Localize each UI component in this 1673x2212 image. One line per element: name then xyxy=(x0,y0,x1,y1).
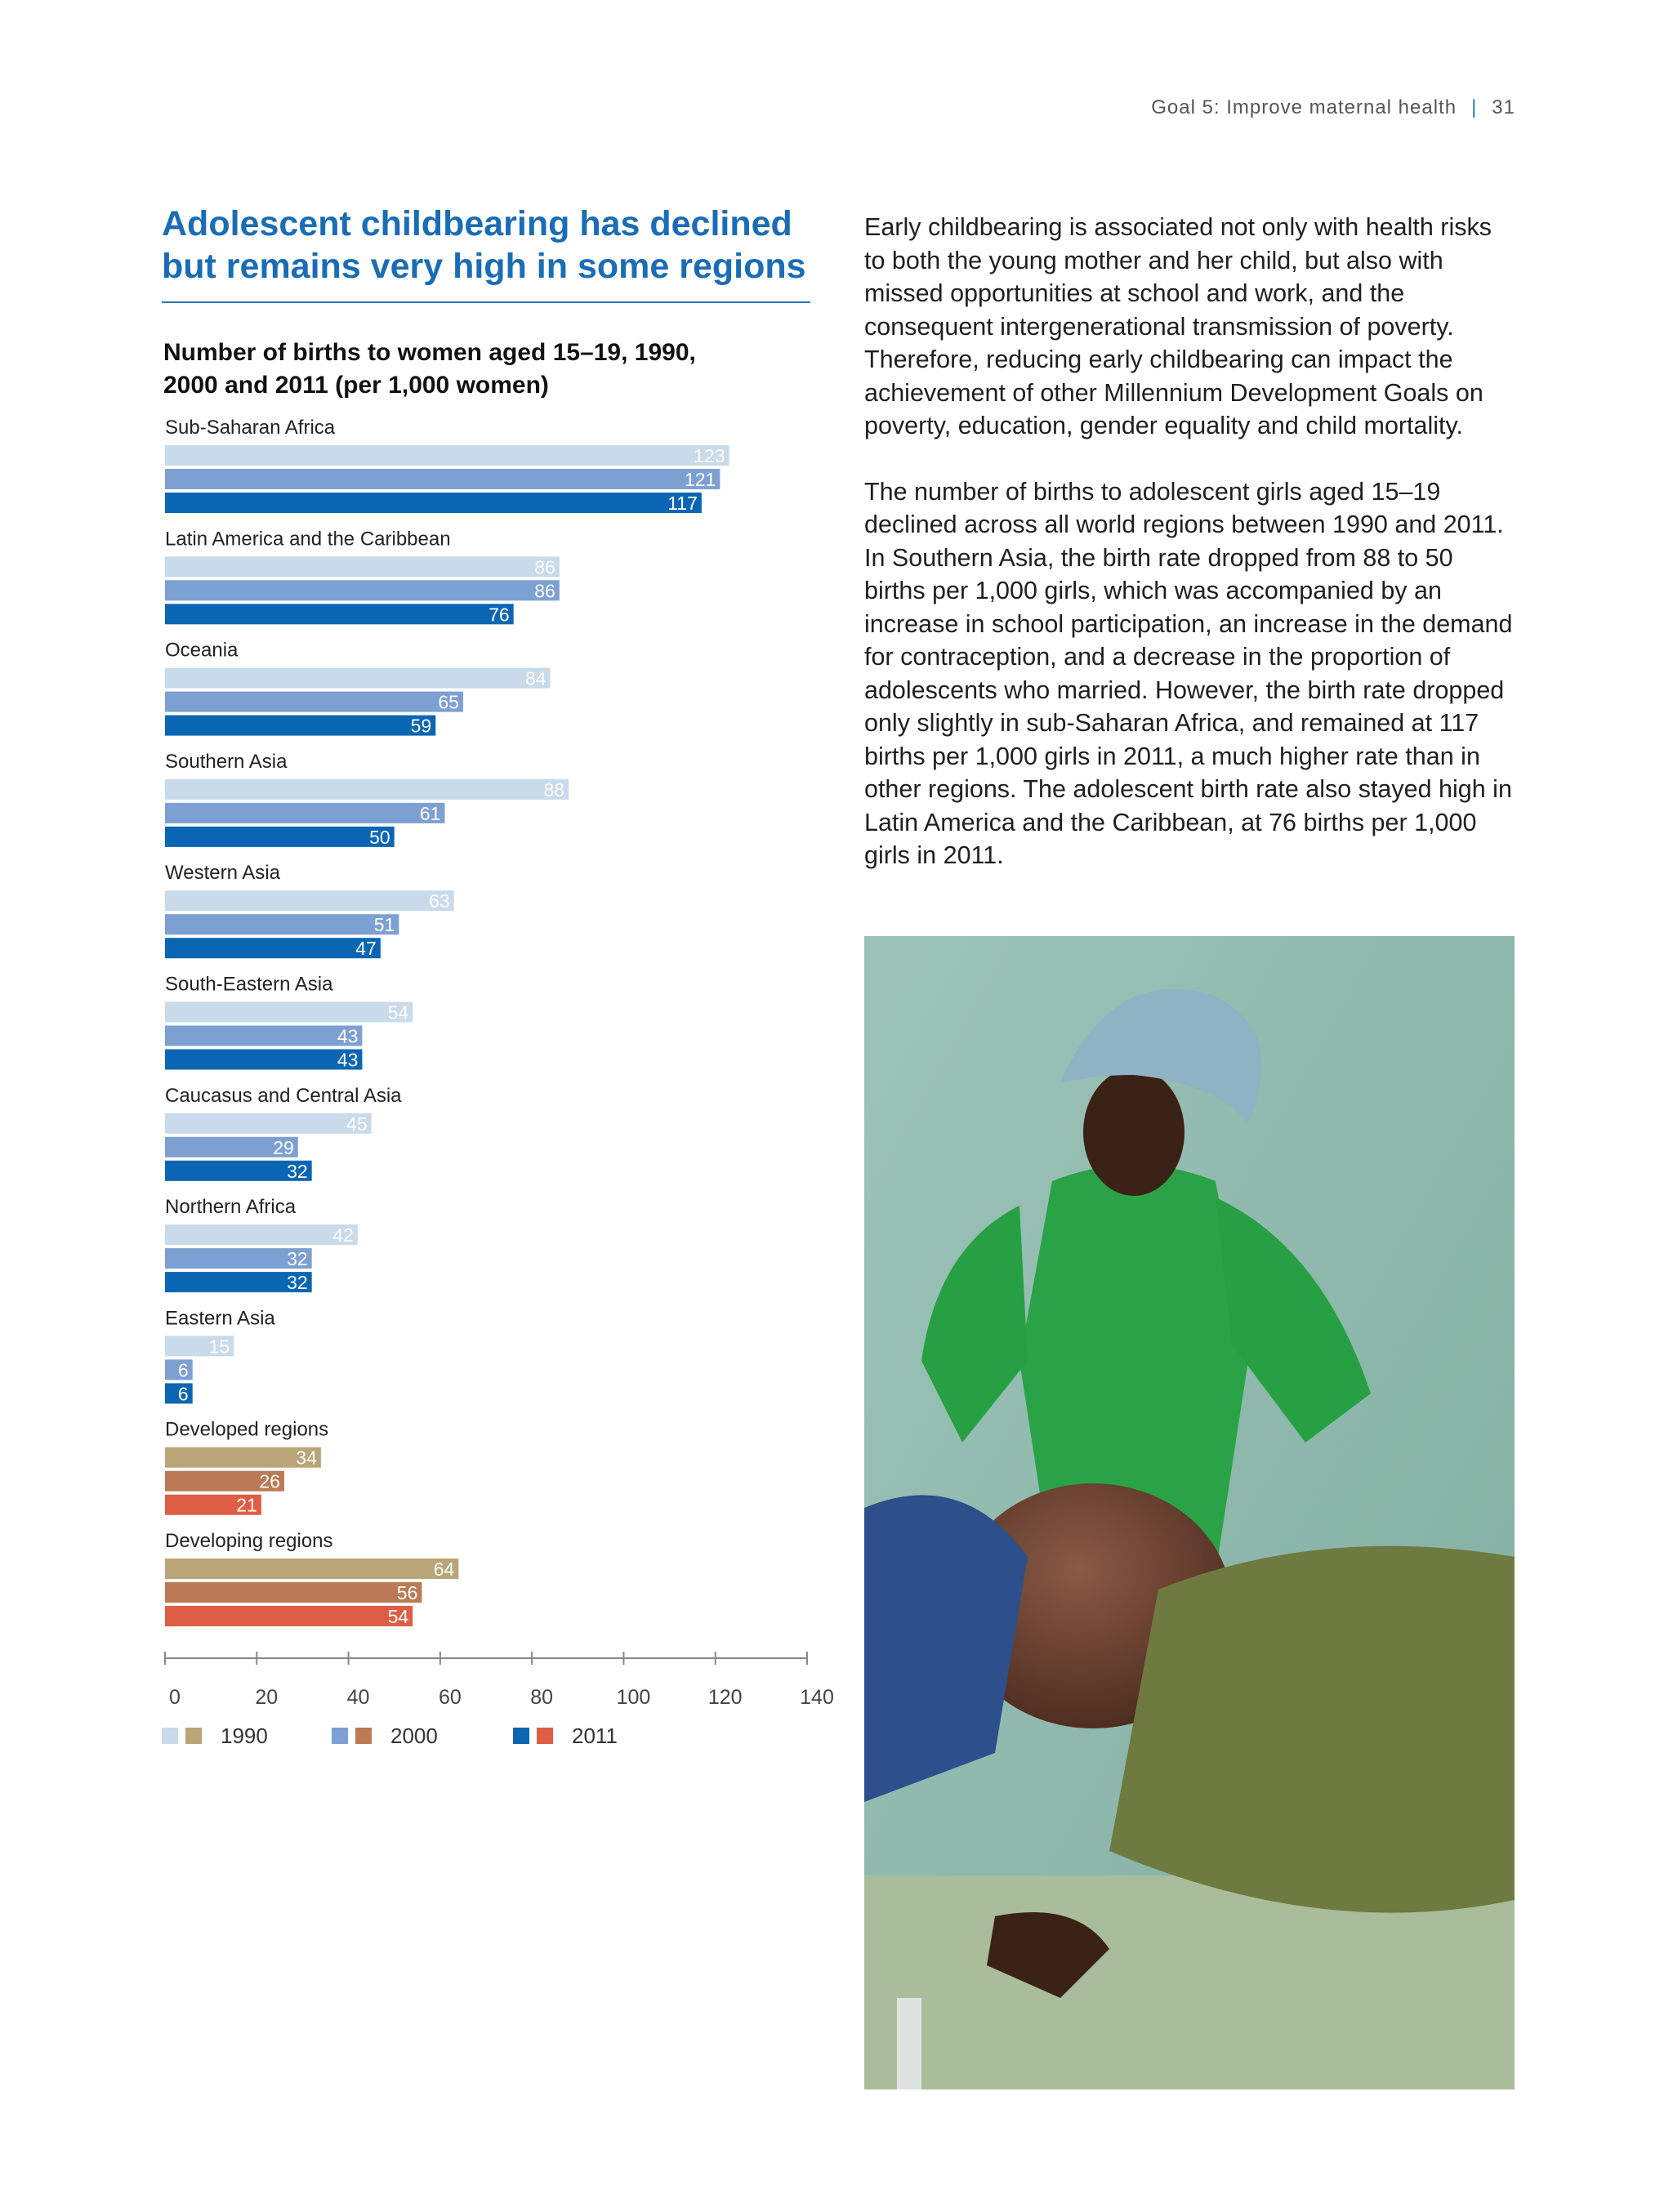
value-label-developing-regions-2011: 54 xyxy=(387,1606,409,1627)
value-label-eastern-asia-2000: 6 xyxy=(177,1359,189,1381)
value-label-southern-asia-2000: 61 xyxy=(419,802,441,824)
bar-latin-america-and-the-caribbean-2011 xyxy=(165,604,514,624)
category-label-eastern-asia: Eastern Asia xyxy=(165,1307,275,1330)
value-label-eastern-asia-1990: 15 xyxy=(208,1336,230,1358)
value-label-developed-regions-1990: 34 xyxy=(296,1447,317,1469)
category-label-developed-regions: Developed regions xyxy=(165,1418,329,1441)
value-label-sub-saharan-africa-2011: 117 xyxy=(667,493,698,514)
bar-latin-america-and-the-caribbean-1990 xyxy=(165,556,560,577)
body-paragraph-2: The number of births to adolescent girls aged 15–19 declined across all world regions between 1990 and 2011. In Southern Asia, the birth rate dropped from 88 to 50 births per 1,000 girls, which was accompanied by an increase in school participation, an increase in the demand for contraception, and a decrease in the proportion of adolescents who married. However, the birth rate dropped only slightly in sub-Saharan Africa, and remained at 117 births per 1,000 girls in 2011, a much higher rate than in other regions. The adolescent birth rate also stayed high in Latin America and the Caribbean, at 76 births per 1,000 girls in 2011. xyxy=(864,477,1513,869)
value-label-oceania-1990: 84 xyxy=(525,667,547,689)
value-label-western-asia-2000: 51 xyxy=(373,914,395,936)
value-label-southern-asia-2011: 50 xyxy=(369,826,390,848)
value-label-south-eastern-asia-1990: 54 xyxy=(387,1001,409,1023)
bar-southern-asia-2000 xyxy=(165,803,444,823)
legend-swatch-2000-aggregate xyxy=(355,1728,372,1744)
value-label-caucasus-and-central-asia-1990: 45 xyxy=(346,1113,368,1135)
bar-developing-regions-2011 xyxy=(165,1606,413,1626)
category-label-northern-africa: Northern Africa xyxy=(165,1196,297,1219)
bar-western-asia-1990 xyxy=(165,890,454,911)
x-tick-label-120: 120 xyxy=(707,1686,743,1709)
category-label-western-asia: Western Asia xyxy=(165,862,280,885)
x-tick-label-80: 80 xyxy=(530,1686,554,1709)
legend-swatch-2000-regional xyxy=(332,1728,348,1744)
photo-bed-leg xyxy=(897,1998,921,2089)
value-label-eastern-asia-2011: 6 xyxy=(177,1383,189,1405)
bar-western-asia-2000 xyxy=(165,914,399,934)
bar-sub-saharan-africa-2000 xyxy=(165,469,720,489)
value-label-caucasus-and-central-asia-2000: 29 xyxy=(273,1136,294,1158)
legend-label-2000: 2000 xyxy=(390,1723,438,1748)
section-title: Goal 5: Improve maternal health xyxy=(1151,96,1457,118)
value-label-western-asia-1990: 63 xyxy=(429,890,450,912)
photo-illustration xyxy=(864,936,1515,2089)
bar-oceania-1990 xyxy=(165,668,551,689)
legend-swatch-2011-regional xyxy=(513,1728,529,1744)
value-label-south-eastern-asia-2011: 43 xyxy=(337,1049,359,1071)
x-tick-label-20: 20 xyxy=(255,1686,279,1709)
value-label-sub-saharan-africa-1990: 123 xyxy=(694,445,725,466)
x-tick-label-100: 100 xyxy=(616,1686,651,1709)
bar-oceania-2000 xyxy=(165,692,463,712)
legend-item-2011 xyxy=(513,1722,618,1750)
body-paragraph-1: Early childbearing is associated not only with health risks to both the young mother and her child, but also with missed opportunities at school and work, and the consequent intergenerational transmission of poverty. Therefore, reducing early childbearing can impact the achievement of other Millennium Development Goals on poverty, education, gender equality and child mortality. xyxy=(864,213,1492,439)
value-label-southern-asia-1990: 88 xyxy=(543,778,565,801)
bar-south-eastern-asia-2011 xyxy=(165,1050,362,1070)
page-number: 31 xyxy=(1492,96,1515,118)
legend-swatch-1990-regional xyxy=(162,1728,178,1744)
legend-swatch-1990-aggregate xyxy=(185,1728,202,1744)
value-label-northern-africa-2000: 32 xyxy=(287,1248,308,1270)
legend-item-2000 xyxy=(332,1722,438,1750)
category-label-sub-saharan-africa: Sub-Saharan Africa xyxy=(165,417,336,439)
value-label-sub-saharan-africa-2000: 121 xyxy=(684,469,716,490)
bar-southern-asia-1990 xyxy=(165,779,569,800)
bar-latin-america-and-the-caribbean-2000 xyxy=(165,580,560,600)
value-label-developing-regions-2000: 56 xyxy=(396,1582,418,1603)
category-label-oceania: Oceania xyxy=(165,639,239,662)
value-label-caucasus-and-central-asia-2011: 32 xyxy=(287,1160,308,1182)
body-text xyxy=(864,211,1518,905)
bar-western-asia-2011 xyxy=(165,938,381,958)
value-label-latin-america-and-the-caribbean-2000: 86 xyxy=(534,580,555,602)
legend-swatch-2011-aggregate xyxy=(537,1728,553,1744)
value-label-oceania-2011: 59 xyxy=(410,715,432,737)
bar-developing-regions-2000 xyxy=(165,1582,422,1603)
legend-label-1990: 1990 xyxy=(221,1723,268,1748)
bar-oceania-2011 xyxy=(165,716,435,736)
headline: Adolescent childbearing has declined but remains very high in some regions xyxy=(162,204,806,286)
category-label-southern-asia: Southern Asia xyxy=(165,750,288,773)
category-label-caucasus-and-central-asia: Caucasus and Central Asia xyxy=(165,1084,402,1107)
value-label-oceania-2000: 65 xyxy=(438,691,459,713)
legend-item-1990 xyxy=(162,1722,268,1750)
bar-sub-saharan-africa-2011 xyxy=(165,493,702,513)
bar-south-eastern-asia-2000 xyxy=(165,1026,362,1046)
bar-south-eastern-asia-1990 xyxy=(165,1002,413,1023)
photo-dress xyxy=(1109,1546,1515,1913)
value-label-south-eastern-asia-2000: 43 xyxy=(337,1025,359,1047)
header-separator: | xyxy=(1471,96,1478,118)
bar-southern-asia-2011 xyxy=(165,827,395,847)
x-tick-label-60: 60 xyxy=(438,1686,462,1709)
bar-sub-saharan-africa-1990 xyxy=(165,445,729,466)
value-label-western-asia-2011: 47 xyxy=(355,938,377,960)
bar-northern-africa-1990 xyxy=(165,1224,358,1245)
value-label-developing-regions-1990: 64 xyxy=(433,1559,455,1580)
chart-legend xyxy=(162,1722,734,1750)
bar-caucasus-and-central-asia-1990 xyxy=(165,1113,372,1134)
chart-title: Number of births to women aged 15–19, 1990, 2000 and 2011 (per 1,000 women) xyxy=(163,339,696,399)
category-label-south-eastern-asia: South-Eastern Asia xyxy=(165,973,333,996)
x-tick-label-140: 140 xyxy=(800,1686,834,1709)
value-label-northern-africa-2011: 32 xyxy=(287,1272,308,1294)
value-label-northern-africa-1990: 42 xyxy=(332,1224,354,1246)
category-label-developing-regions: Developing regions xyxy=(165,1530,333,1552)
category-label-latin-america-and-the-caribbean: Latin America and the Caribbean xyxy=(165,528,451,551)
x-tick-label-0: 0 xyxy=(169,1686,181,1709)
value-label-latin-america-and-the-caribbean-1990: 86 xyxy=(534,556,555,578)
midwife-photo xyxy=(864,936,1515,2089)
value-label-developed-regions-2011: 21 xyxy=(236,1494,257,1516)
value-label-latin-america-and-the-caribbean-2011: 76 xyxy=(489,604,510,626)
photo-face xyxy=(1083,1068,1184,1196)
x-tick-label-40: 40 xyxy=(346,1686,370,1709)
bar-developing-regions-1990 xyxy=(165,1559,458,1579)
value-label-developed-regions-2000: 26 xyxy=(259,1470,280,1492)
legend-label-2011: 2011 xyxy=(572,1723,618,1748)
